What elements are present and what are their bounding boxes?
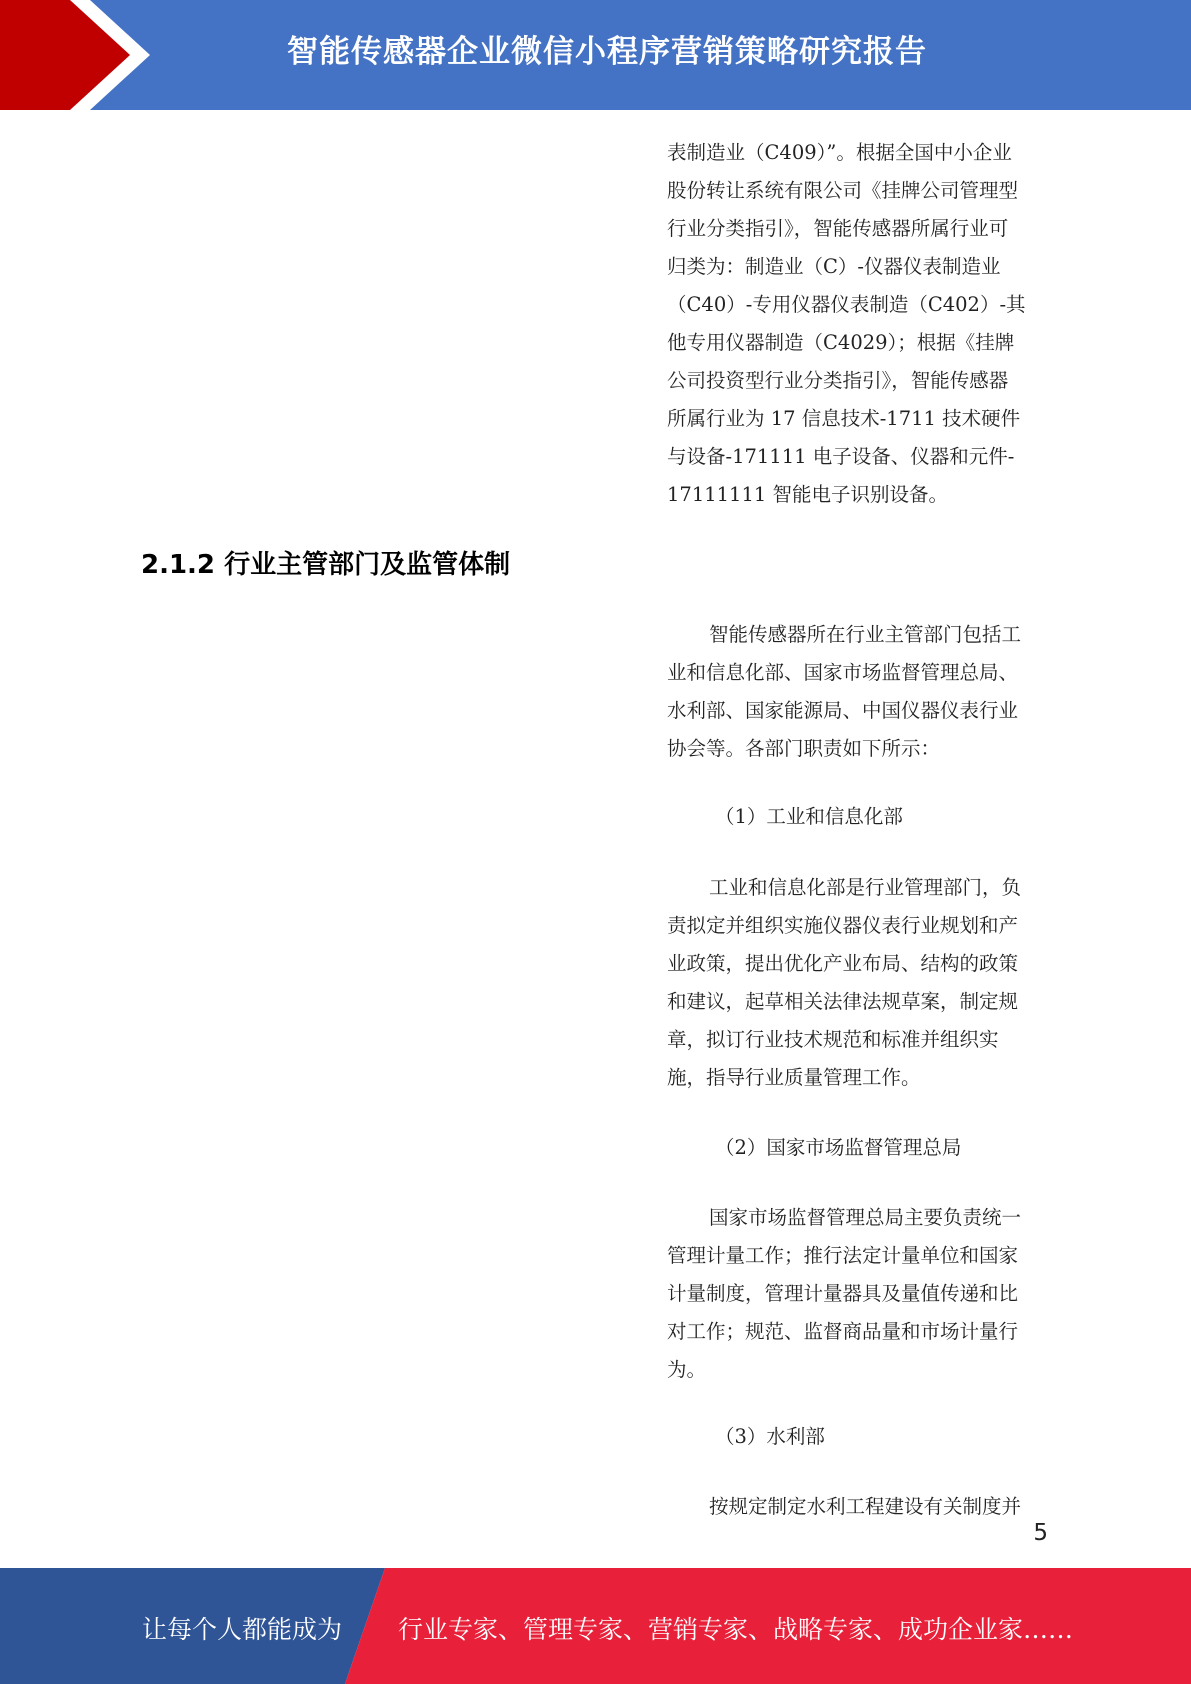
report-title: 智能传感器企业微信小程序营销策略研究报告 — [287, 34, 927, 70]
item2-title — [667, 1129, 1047, 1167]
text-line: 表制造业（C409）”。根据全国中小企业 — [667, 141, 1012, 164]
text-line: 协会等。各部门职责如下所示： — [667, 737, 941, 760]
text-line: 行业分类指引》，智能传感器所属行业可 — [667, 217, 1009, 240]
text-line: 智能传感器所在行业主管部门包括工 — [709, 623, 1022, 646]
text-line: 施，指导行业质量管理工作。 — [667, 1066, 921, 1089]
text-line: 他专用仪器制造（C4029）；根据《挂牌 — [667, 331, 1015, 354]
text-line: 计量制度，管理计量器具及量值传递和比 — [667, 1282, 1019, 1305]
item2-title-text: （2）国家市场监督管理总局 — [715, 1136, 962, 1159]
intro-paragraph — [667, 616, 1047, 768]
text-line: 与设备-171111 电子设备、仪器和元件- — [667, 445, 1015, 468]
text-line: 公司投资型行业分类指引》，智能传感器 — [667, 369, 1009, 392]
item1-title-text: （1）工业和信息化部 — [715, 805, 903, 828]
text-line: 责拟定并组织实施仪器仪表行业规划和产 — [667, 914, 1019, 937]
text-line: 对工作；规范、监督商品量和市场计量行 — [667, 1320, 1019, 1343]
item1-paragraph — [667, 869, 1047, 1097]
text-line: 工业和信息化部是行业管理部门，负 — [709, 876, 1022, 899]
text-line: 归类为：制造业（C）-仪器仪表制造业 — [667, 255, 1001, 278]
text-line: 国家市场监督管理总局主要负责统一 — [709, 1206, 1022, 1229]
item3-title-text: （3）水利部 — [715, 1425, 825, 1448]
text-line: 管理计量工作；推行法定计量单位和国家 — [667, 1244, 1019, 1267]
text-line: 为。 — [667, 1358, 707, 1381]
text-line: 所属行业为 17 信息技术-1711 技术硬件 — [667, 407, 1021, 430]
text-line: 水利部、国家能源局、中国仪器仪表行业 — [667, 699, 1019, 722]
text-line: 业和信息化部、国家市场监督管理总局、 — [667, 661, 1019, 684]
page-number: 5 — [1033, 1520, 1048, 1546]
item1-title — [667, 798, 1047, 836]
header-arrow-red — [0, 0, 130, 110]
footer-band — [0, 1568, 1191, 1684]
footer-slogan-right: 行业专家、管理专家、营销专家、战略专家、成功企业家…… — [398, 1615, 1074, 1644]
continued-paragraph — [667, 134, 1047, 514]
text-line: 和建议，起草相关法律法规草案，制定规 — [667, 990, 1019, 1013]
text-line: 业政策，提出优化产业布局、结构的政策 — [667, 952, 1019, 975]
item2-paragraph — [667, 1199, 1047, 1389]
section-heading: 2.1.2 行业主管部门及监管体制 — [141, 550, 511, 580]
item3-paragraph — [667, 1488, 1047, 1526]
text-line: 章，拟订行业技术规范和标准并组织实 — [667, 1028, 999, 1051]
footer-slogan-left: 让每个人都能成为 — [142, 1615, 343, 1644]
text-line: 按规定制定水利工程建设有关制度并 — [709, 1495, 1022, 1518]
text-line: 17111111 智能电子识别设备。 — [667, 483, 948, 506]
text-line: 股份转让系统有限公司《挂牌公司管理型 — [667, 179, 1019, 202]
text-line: （C40）-专用仪器仪表制造（C402）-其 — [667, 293, 1026, 316]
item3-title — [667, 1418, 1047, 1456]
header-band — [0, 0, 1191, 110]
